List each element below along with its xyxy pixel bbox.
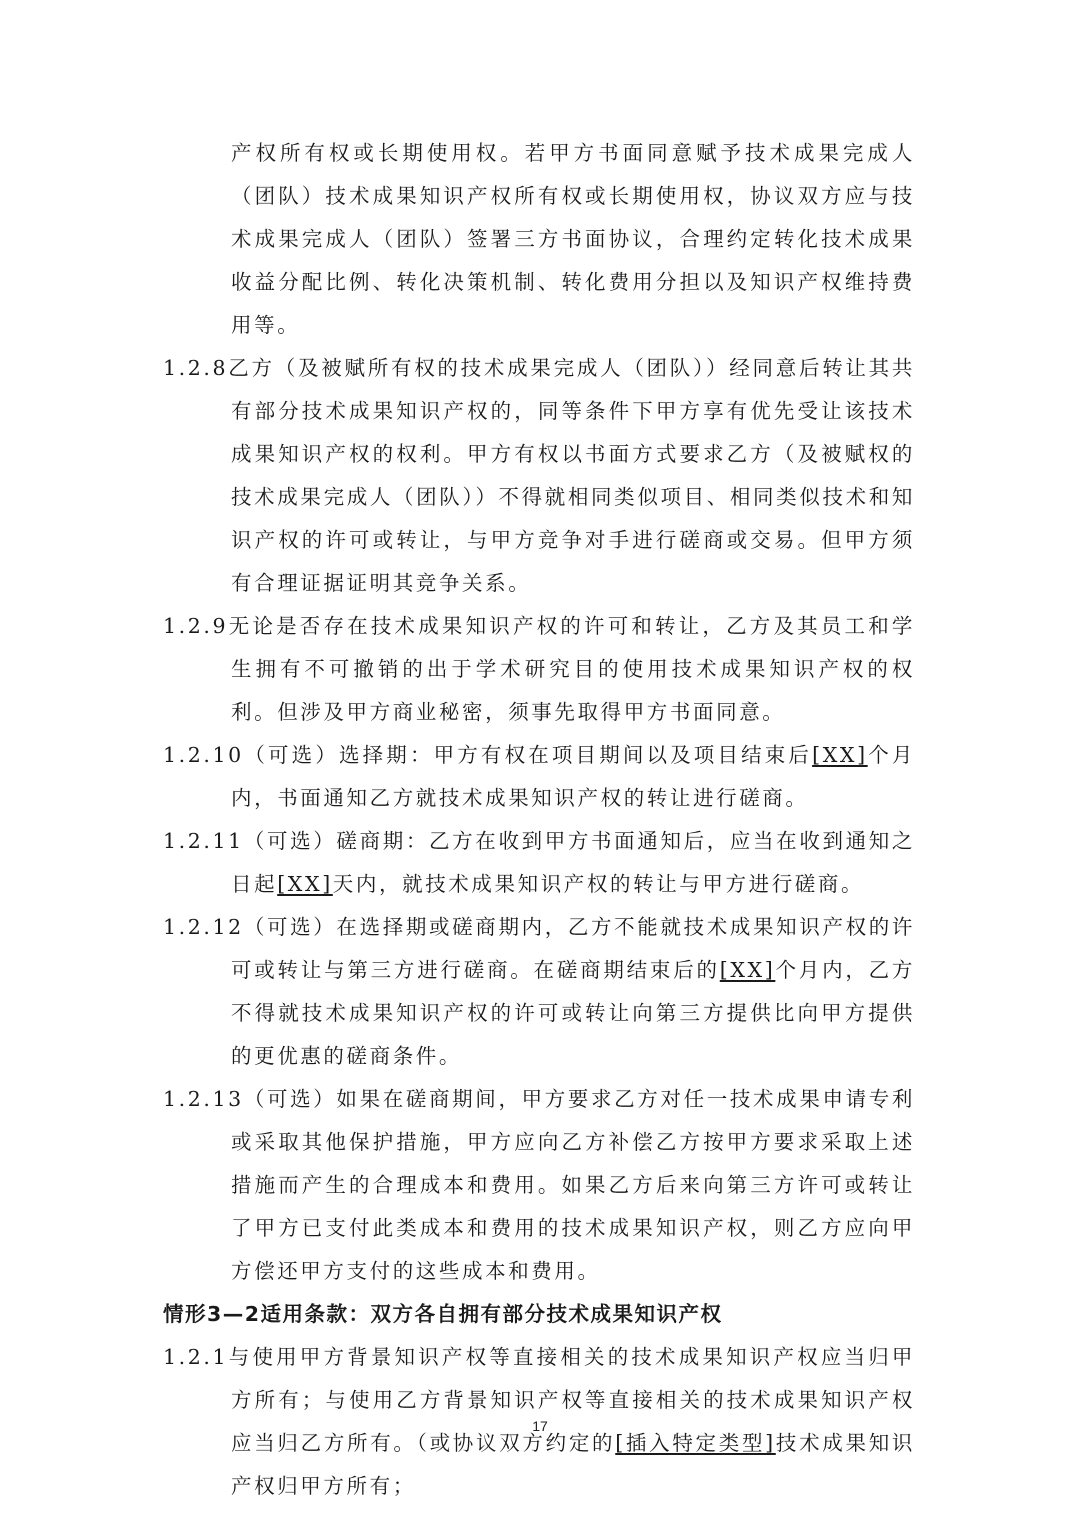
clause-text: （可选）如果在磋商期间，甲方要求乙方对任一技术成果申请专利或采取其他保护措施，甲方应向乙方补偿乙方按甲方要求采取上述措施而产生的合理成本和费用。如果乙方后来向第三方许可或转让了甲方已支付此类成本和费用的技术成果知识产权，则乙方应向甲方偿还甲方支付的这些成本和费用。 <box>231 1087 915 1283</box>
clause-text: （可选）磋商期：乙方在收到甲方书面通知后，应当在收到通知之日起 <box>231 829 915 896</box>
page-number: 17 <box>532 1418 548 1434</box>
clause-text: 天内，就技术成果知识产权的转让与甲方进行磋商。 <box>332 872 865 896</box>
clause-1-2-8 <box>163 347 915 605</box>
blank-placeholder: [XX] <box>719 958 776 982</box>
clause-1-2-9 <box>163 605 915 734</box>
clause-text: 技术成果知识产权归甲方所有； <box>231 1431 915 1498</box>
clause-text: 个月内，乙方不得就技术成果知识产权的许可或转让向第三方提供比向甲方提供的更优惠的磋商条件。 <box>231 958 915 1068</box>
clause-number: 1.2.12 <box>163 915 244 939</box>
clause-text: 无论是否存在技术成果知识产权的许可和转让，乙方及其员工和学生拥有不可撤销的出于学术研究目的使用技术成果知识产权的权利。但涉及甲方商业秘密，须事先取得甲方书面同意。 <box>228 614 915 724</box>
clause-text: 个月内，书面通知乙方就技术成果知识产权的转让进行磋商。 <box>231 743 915 810</box>
clause-1-2-10 <box>163 734 915 820</box>
clause-text: 乙方（及被赋所有权的技术成果完成人（团队））经同意后转让其共有部分技术成果知识产权的，同等条件下甲方享有优先受让该技术成果知识产权的权利。甲方有权以书面方式要求乙方（及被赋权的技术成果完成人（团队））不得就相同类似项目、相同类似技术和知识产权的许可或转让，与甲方竞争对手进行磋商或交易。但甲方须有合理证据证明其竞争关系。 <box>228 356 915 595</box>
clause-number: 1.2.9 <box>163 614 229 638</box>
clause-number: 1.2.10 <box>163 743 244 767</box>
blank-placeholder: [XX] <box>277 872 333 896</box>
clause-number: 1.2.11 <box>163 829 244 853</box>
blank-placeholder: [XX] <box>812 743 868 767</box>
clause-text: （可选）在选择期或磋商期内，乙方不能就技术成果知识产权的许可或转让与第三方进行磋商。在磋商期结束后的 <box>231 915 915 982</box>
clause-text: 与使用甲方背景知识产权等直接相关的技术成果知识产权应当归甲方所有；与使用乙方背景知识产权等直接相关的技术成果知识产权应当归乙方所有。（或协议双方约定的 <box>228 1345 915 1455</box>
clause-text: （可选）选择期：甲方有权在项目期间以及项目结束后 <box>243 743 813 767</box>
paragraph-continuation <box>163 132 915 347</box>
page-content <box>163 132 915 1508</box>
clause-number: 1.2.1 <box>163 1345 229 1369</box>
paragraph-text: 产权所有权或长期使用权。若甲方书面同意赋予技术成果完成人（团队）技术成果知识产权所有权或长期使用权，协议双方应与技术成果完成人（团队）签署三方书面协议，合理约定转化技术成果收益分配比例、转化决策机制、转化费用分担以及知识产权维持费用等。 <box>231 141 915 337</box>
clause-1-2-12 <box>163 906 915 1078</box>
clause-number: 1.2.8 <box>163 356 229 380</box>
clause-1-2-11 <box>163 820 915 906</box>
clause-1-2-13 <box>163 1078 915 1293</box>
section-heading: 情形3—2适用条款：双方各自拥有部分技术成果知识产权 <box>163 1302 723 1326</box>
blank-placeholder: [插入特定类型] <box>615 1431 776 1455</box>
clause-number: 1.2.13 <box>163 1087 244 1111</box>
